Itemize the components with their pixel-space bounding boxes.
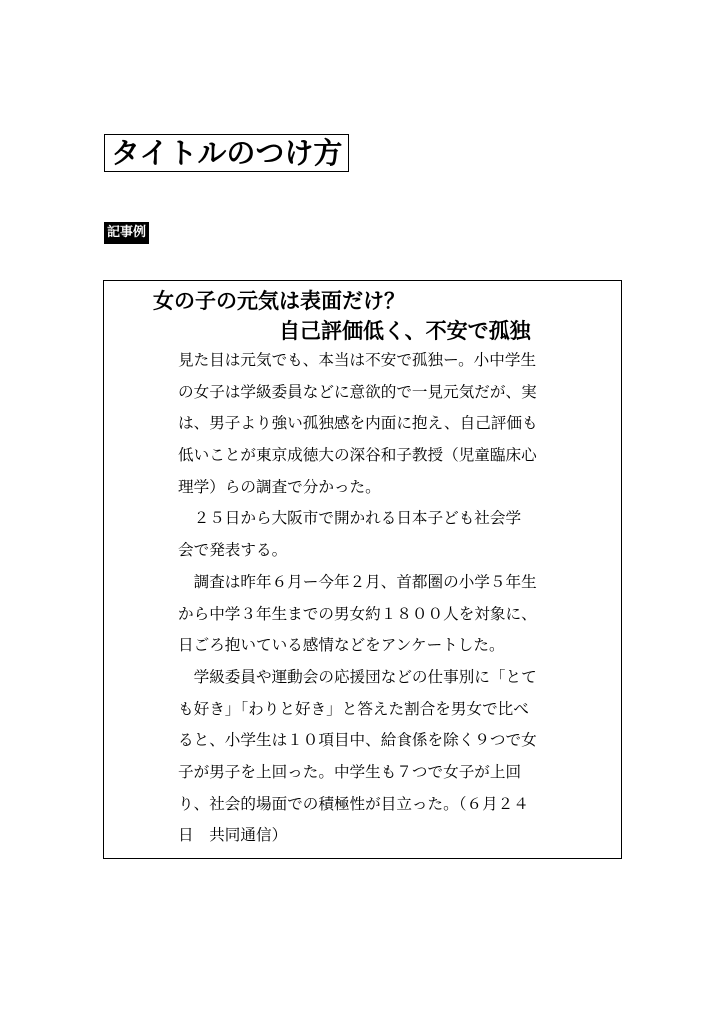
- article-line: 低いことが東京成徳大の深谷和子教授（児童臨床心: [178, 446, 537, 465]
- page-title: タイトルのつけ方: [104, 134, 349, 172]
- article-line: 日 共同通信）: [178, 826, 288, 845]
- article-headline-sub: 自己評価低く、不安で孤独: [279, 319, 531, 343]
- article-line: 子が男子を上回った。中学生も７つで女子が上回: [178, 762, 522, 781]
- article-line: 学級委員や運動会の応援団などの仕事別に「とて: [178, 667, 537, 686]
- article-line: も好き」「わりと好き」と答えた割合を男女で比べ: [178, 699, 529, 718]
- article-body: [178, 345, 578, 852]
- article-line: 会で発表する。: [178, 541, 288, 560]
- example-label-badge: 記事例: [104, 222, 149, 244]
- article-line: から中学３年生までの男女約１８００人を対象に、: [178, 604, 537, 623]
- article-line: 見た目は元気でも、本当は不安で孤独ー。小中学生: [178, 351, 537, 369]
- article-line: 日ごろ抱いている感情などをアンケートした。: [178, 636, 505, 655]
- article-line: 調査は昨年６月ー今年２月、首都圏の小学５年生: [178, 572, 537, 591]
- article-line: の女子は学級委員などに意欲的で一見元気だが、実: [178, 382, 537, 401]
- article-line: ２５日から大阪市で開かれる日本子ども社会学: [178, 509, 522, 528]
- article-box: [103, 280, 622, 859]
- article-line: ると、小学生は１０項目中、給食係を除く９つで女: [178, 731, 537, 750]
- article-line: り、社会的場面での積極性が目立った。（６月２４: [178, 794, 529, 813]
- article-line: は、男子より強い孤独感を内面に抱え、自己評価も: [178, 414, 538, 433]
- article-line: 理学）らの調査で分かった。: [178, 477, 381, 496]
- article-headline-main: 女の子の元気は表面だけ？: [153, 289, 405, 313]
